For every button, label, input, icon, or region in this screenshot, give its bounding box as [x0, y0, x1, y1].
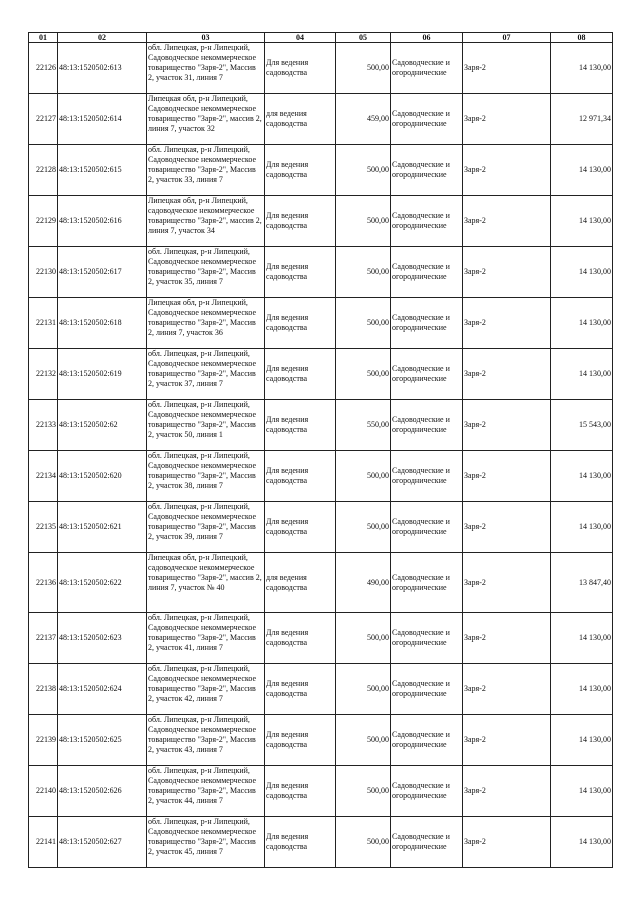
cell-permitted-use-text: Для ведения садоводства: [266, 160, 309, 179]
cell-area-text: 459,00: [367, 114, 389, 123]
cell-use-category: [391, 196, 463, 247]
cell-permitted-use: [265, 502, 336, 553]
header-col-03: 03: [147, 33, 265, 43]
cell-row-number-text: 22130: [36, 267, 56, 276]
cell-cadastral-number: [58, 298, 147, 349]
cell-permitted-use-text: Для ведения садоводства: [266, 364, 309, 383]
cell-zone-text: Заря-2: [464, 786, 486, 795]
cell-zone-text: Заря-2: [464, 633, 486, 642]
cell-zone-text: Заря-2: [464, 522, 486, 531]
cell-cadastral-number-text: 48:13:1520502:624: [59, 684, 122, 693]
cell-row-number: [29, 43, 58, 94]
cell-row-number-text: 22135: [36, 522, 56, 531]
cell-address-text: Липецкая обл, р-н Липецкий, Садоводческое некоммерческое товарищество "Заря-2", Массив 2, линия 7, участок 36: [148, 298, 257, 337]
cell-address-text: обл. Липецкая, р-н Липецкий, Садоводческое некоммерческое товарищество "Заря-2", Массив 2, участок 50, линия 1: [148, 400, 257, 439]
cell-use-category-text: Садоводческие и огороднические: [392, 466, 450, 485]
cell-cadastral-number: [58, 817, 147, 868]
cell-use-category-text: Садоводческие и огороднические: [392, 572, 450, 592]
cell-area: [336, 94, 391, 145]
cell-permitted-use-text: Для ведения садоводства: [266, 679, 309, 698]
cell-area-text: 500,00: [367, 369, 389, 378]
cell-permitted-use-text: Для ведения садоводства: [266, 313, 309, 332]
cell-cadastral-number: [58, 94, 147, 145]
cell-permitted-use-text: Для ведения садоводства: [266, 517, 309, 536]
cell-cadastral-value: [551, 43, 613, 94]
table-row: [29, 451, 613, 502]
cell-zone-text: Заря-2: [464, 735, 486, 744]
cell-permitted-use: [265, 145, 336, 196]
cell-use-category-text: Садоводческие и огороднические: [392, 211, 450, 230]
cell-address-text: обл. Липецкая, р-н Липецкий, Садоводческое некоммерческое товарищество "Заря-2", Массив 2, участок 31, линия 7: [148, 43, 257, 82]
cell-area: [336, 400, 391, 451]
cell-row-number: [29, 247, 58, 298]
cell-row-number-text: 22138: [36, 684, 56, 693]
cell-area-text: 500,00: [367, 522, 389, 531]
cell-permitted-use-text: Для ведения садоводства: [266, 415, 309, 434]
cell-cadastral-value-text: 14 130,00: [579, 318, 611, 327]
table-row: [29, 817, 613, 868]
cell-use-category: [391, 553, 463, 613]
header-col-04: 04: [265, 33, 336, 43]
cell-zone: [463, 43, 551, 94]
cell-use-category-text: Садоводческие и огороднические: [392, 313, 450, 332]
cell-area: [336, 502, 391, 553]
cell-cadastral-number: [58, 613, 147, 664]
cell-area: [336, 613, 391, 664]
cell-address: [147, 502, 265, 553]
cell-cadastral-value: [551, 613, 613, 664]
cell-use-category-text: Садоводческие и огороднические: [392, 109, 450, 128]
cell-cadastral-value-text: 13 847,40: [579, 577, 611, 587]
cell-address-text: Липецкая обл, р-н Липецкий, Садоводческое некоммерческое товарищество "Заря-2", массив 2, линия 7, участок 32: [148, 94, 262, 133]
cell-area-text: 500,00: [367, 786, 389, 795]
cell-zone-text: Заря-2: [464, 63, 486, 72]
cell-cadastral-value: [551, 145, 613, 196]
cell-address-text: обл. Липецкая, р-н Липецкий, Садоводческое некоммерческое товарищество "Заря-2", Массив 2, участок 45, линия 7: [148, 817, 257, 856]
cell-cadastral-value: [551, 553, 613, 613]
cell-cadastral-number-text: 48:13:1520502:617: [59, 267, 122, 276]
cell-use-category: [391, 451, 463, 502]
table-row: [29, 298, 613, 349]
cell-permitted-use-text: Для ведения садоводства: [266, 211, 309, 230]
cell-address: [147, 451, 265, 502]
cell-cadastral-number-text: 48:13:1520502:622: [59, 577, 122, 587]
cell-zone-text: Заря-2: [464, 684, 486, 693]
cell-row-number: [29, 766, 58, 817]
cell-area-text: 500,00: [367, 63, 389, 72]
cell-zone: [463, 349, 551, 400]
cell-address-text: обл. Липецкая, р-н Липецкий, Садоводческое некоммерческое товарищество "Заря-2", Массив 2, участок 38, линия 7: [148, 451, 257, 490]
table-row: [29, 613, 613, 664]
cell-use-category-text: Садоводческие и огороднические: [392, 781, 450, 800]
table-row: [29, 766, 613, 817]
cell-address: [147, 766, 265, 817]
cell-cadastral-value-text: 14 130,00: [579, 786, 611, 795]
cell-permitted-use-text: для ведения садоводства: [266, 572, 308, 592]
cell-address: [147, 613, 265, 664]
table-body: [29, 43, 613, 868]
cell-use-category-text: Садоводческие и огороднические: [392, 415, 450, 434]
table-row: [29, 196, 613, 247]
cell-use-category: [391, 298, 463, 349]
table-row: [29, 247, 613, 298]
cell-permitted-use: [265, 94, 336, 145]
cell-cadastral-number: [58, 502, 147, 553]
header-col-06: 06: [391, 33, 463, 43]
cell-row-number-text: 22131: [36, 318, 56, 327]
cell-cadastral-number-text: 48:13:1520502:621: [59, 522, 122, 531]
cell-use-category-text: Садоводческие и огороднические: [392, 628, 450, 647]
cell-cadastral-value: [551, 715, 613, 766]
cell-row-number-text: 22126: [36, 63, 56, 72]
cell-zone: [463, 502, 551, 553]
cell-row-number: [29, 553, 58, 613]
cell-area-text: 550,00: [367, 420, 389, 429]
header-col-01: 01: [29, 33, 58, 43]
table-row: [29, 664, 613, 715]
cell-cadastral-number: [58, 553, 147, 613]
cell-cadastral-number: [58, 664, 147, 715]
cell-zone: [463, 664, 551, 715]
cell-zone: [463, 817, 551, 868]
cell-cadastral-value: [551, 817, 613, 868]
cell-area: [336, 451, 391, 502]
cell-permitted-use: [265, 613, 336, 664]
cell-address: [147, 349, 265, 400]
cell-area: [336, 298, 391, 349]
cell-cadastral-value-text: 14 130,00: [579, 522, 611, 531]
table-row: [29, 715, 613, 766]
cell-permitted-use-text: для ведения садоводства: [266, 109, 308, 128]
cell-area: [336, 817, 391, 868]
cell-zone-text: Заря-2: [464, 837, 486, 846]
header-col-05: 05: [336, 33, 391, 43]
cell-address: [147, 400, 265, 451]
cell-use-category: [391, 400, 463, 451]
cell-zone-text: Заря-2: [464, 165, 486, 174]
cell-cadastral-number-text: 48:13:1520502:619: [59, 369, 122, 378]
cell-zone: [463, 400, 551, 451]
cell-area: [336, 766, 391, 817]
table-row: [29, 145, 613, 196]
cell-use-category-text: Садоводческие и огороднические: [392, 679, 450, 698]
cell-area-text: 500,00: [367, 837, 389, 846]
cell-row-number-text: 22139: [36, 735, 56, 744]
cell-address-text: Липецкая обл, р-н Липецкий, садоводческое некоммерческое товарищество "Заря-2", массив 2, линия 7, участок 34: [148, 196, 262, 235]
cell-permitted-use: [265, 715, 336, 766]
cell-use-category: [391, 43, 463, 94]
cell-cadastral-number-text: 48:13:1520502:626: [59, 786, 122, 795]
cell-cadastral-number-text: 48:13:1520502:618: [59, 318, 122, 327]
cell-use-category: [391, 817, 463, 868]
table-row: [29, 553, 613, 613]
cell-cadastral-value-text: 14 130,00: [579, 837, 611, 846]
cell-area-text: 500,00: [367, 684, 389, 693]
cell-row-number-text: 22141: [36, 837, 56, 846]
cell-zone: [463, 766, 551, 817]
cell-zone-text: Заря-2: [464, 577, 486, 587]
cell-use-category-text: Садоводческие и огороднические: [392, 262, 450, 281]
cell-permitted-use: [265, 400, 336, 451]
cell-cadastral-value-text: 14 130,00: [579, 267, 611, 276]
cell-permitted-use-text: Для ведения садоводства: [266, 730, 309, 749]
cell-area: [336, 664, 391, 715]
cell-use-category-text: Садоводческие и огороднические: [392, 517, 450, 536]
cell-address-text: Липецкая обл, р-н Липецкий, садоводческое некоммерческое товарищество "Заря-2", массив 2, линия 7, участок № 40: [148, 553, 262, 592]
cell-permitted-use: [265, 196, 336, 247]
cell-zone: [463, 613, 551, 664]
cell-cadastral-value: [551, 400, 613, 451]
cell-zone: [463, 94, 551, 145]
cell-permitted-use: [265, 349, 336, 400]
cell-use-category: [391, 715, 463, 766]
cell-cadastral-number-text: 48:13:1520502:625: [59, 735, 122, 744]
cell-cadastral-number: [58, 451, 147, 502]
cell-cadastral-number-text: 48:13:1520502:62: [59, 420, 118, 429]
header-col-07: 07: [463, 33, 551, 43]
table-row: [29, 349, 613, 400]
cell-address-text: обл. Липецкая, р-н Липецкий, Садоводческое некоммерческое товарищество "Заря-2", Массив 2, участок 44, линия 7: [148, 766, 257, 805]
cell-use-category-text: Садоводческие и огороднические: [392, 58, 450, 77]
cell-address: [147, 196, 265, 247]
cell-area: [336, 349, 391, 400]
cell-cadastral-number: [58, 400, 147, 451]
cell-address: [147, 247, 265, 298]
cell-cadastral-value-text: 14 130,00: [579, 684, 611, 693]
cell-cadastral-number: [58, 349, 147, 400]
table-row: [29, 94, 613, 145]
header-row: [29, 33, 613, 43]
cell-row-number-text: 22127: [36, 114, 56, 123]
cell-address-text: обл. Липецкая, р-н Липецкий, Садоводческое некоммерческое товарищество "Заря-2", Массив 2, участок 37, линия 7: [148, 349, 257, 388]
cell-zone-text: Заря-2: [464, 216, 486, 225]
cell-row-number: [29, 145, 58, 196]
cell-cadastral-number: [58, 715, 147, 766]
cell-cadastral-number-text: 48:13:1520502:627: [59, 837, 122, 846]
header-col-08: 08: [551, 33, 613, 43]
cell-row-number-text: 22133: [36, 420, 56, 429]
cell-address-text: обл. Липецкая, р-н Липецкий, Садоводческое некоммерческое товарищество "Заря-2", Массив 2, участок 41, линия 7: [148, 613, 257, 652]
cell-row-number-text: 22136: [36, 577, 56, 587]
cell-cadastral-value: [551, 247, 613, 298]
cell-cadastral-value-text: 15 543,00: [579, 420, 611, 429]
cell-zone-text: Заря-2: [464, 471, 486, 480]
cell-row-number: [29, 400, 58, 451]
cell-area: [336, 196, 391, 247]
table-row: [29, 43, 613, 94]
cell-zone-text: Заря-2: [464, 369, 486, 378]
cell-use-category-text: Садоводческие и огороднические: [392, 730, 450, 749]
cell-zone-text: Заря-2: [464, 114, 486, 123]
cell-cadastral-value-text: 14 130,00: [579, 63, 611, 72]
cell-cadastral-value-text: 12 971,34: [579, 114, 611, 123]
cell-permitted-use: [265, 247, 336, 298]
cell-permitted-use-text: Для ведения садоводства: [266, 466, 309, 485]
cell-use-category-text: Садоводческие и огороднические: [392, 160, 450, 179]
cell-address: [147, 817, 265, 868]
cell-zone-text: Заря-2: [464, 267, 486, 276]
cell-zone-text: Заря-2: [464, 420, 486, 429]
cadastral-table-sheet: [28, 32, 612, 868]
cell-area: [336, 247, 391, 298]
cell-use-category: [391, 502, 463, 553]
cell-address: [147, 43, 265, 94]
cell-cadastral-value: [551, 664, 613, 715]
cell-area-text: 500,00: [367, 735, 389, 744]
cell-row-number-text: 22140: [36, 786, 56, 795]
cell-address: [147, 553, 265, 613]
cell-row-number: [29, 451, 58, 502]
cell-permitted-use: [265, 766, 336, 817]
cell-area: [336, 553, 391, 613]
cell-cadastral-value-text: 14 130,00: [579, 633, 611, 642]
cell-cadastral-value-text: 14 130,00: [579, 735, 611, 744]
cell-address: [147, 94, 265, 145]
cell-address-text: обл. Липецкая, р-н Липецкий, Садоводческое некоммерческое товарищество "Заря-2", Массив 2, участок 42, линия 7: [148, 664, 257, 703]
table-row: [29, 502, 613, 553]
cell-area: [336, 145, 391, 196]
cell-address-text: обл. Липецкая, р-н Липецкий, Садоводческое некоммерческое товарищество "Заря-2", Массив 2, участок 35, линия 7: [148, 247, 257, 286]
cell-row-number-text: 22129: [36, 216, 56, 225]
cell-permitted-use-text: Для ведения садоводства: [266, 628, 309, 647]
cell-permitted-use: [265, 43, 336, 94]
cell-row-number: [29, 94, 58, 145]
cell-zone: [463, 196, 551, 247]
cell-permitted-use-text: Для ведения садоводства: [266, 832, 309, 851]
cell-cadastral-number: [58, 145, 147, 196]
cell-cadastral-value: [551, 451, 613, 502]
cell-row-number-text: 22134: [36, 471, 56, 480]
cell-cadastral-value: [551, 766, 613, 817]
cell-area-text: 500,00: [367, 216, 389, 225]
cell-zone: [463, 145, 551, 196]
cell-cadastral-number-text: 48:13:1520502:613: [59, 63, 122, 72]
cell-address: [147, 664, 265, 715]
cell-permitted-use-text: Для ведения садоводства: [266, 58, 309, 77]
cell-area-text: 500,00: [367, 471, 389, 480]
cell-row-number: [29, 349, 58, 400]
cell-cadastral-number: [58, 196, 147, 247]
cell-area: [336, 715, 391, 766]
cell-use-category: [391, 613, 463, 664]
cell-permitted-use: [265, 451, 336, 502]
cell-row-number: [29, 664, 58, 715]
cell-address: [147, 298, 265, 349]
cell-row-number: [29, 196, 58, 247]
cell-cadastral-value-text: 14 130,00: [579, 216, 611, 225]
cell-cadastral-value-text: 14 130,00: [579, 165, 611, 174]
cell-permitted-use: [265, 817, 336, 868]
cell-area-text: 500,00: [367, 165, 389, 174]
cell-cadastral-number-text: 48:13:1520502:620: [59, 471, 122, 480]
cell-row-number-text: 22132: [36, 369, 56, 378]
cell-row-number: [29, 817, 58, 868]
cell-cadastral-number: [58, 247, 147, 298]
cell-zone: [463, 715, 551, 766]
cell-use-category: [391, 247, 463, 298]
cell-zone: [463, 247, 551, 298]
cell-cadastral-number-text: 48:13:1520502:614: [59, 114, 122, 123]
cell-permitted-use-text: Для ведения садоводства: [266, 781, 309, 800]
cell-row-number: [29, 298, 58, 349]
cadastral-table: [28, 32, 613, 868]
cell-address: [147, 715, 265, 766]
cell-cadastral-number-text: 48:13:1520502:615: [59, 165, 122, 174]
cell-row-number: [29, 502, 58, 553]
cell-permitted-use: [265, 553, 336, 613]
cell-permitted-use: [265, 664, 336, 715]
cell-cadastral-value: [551, 196, 613, 247]
cell-cadastral-number-text: 48:13:1520502:623: [59, 633, 122, 642]
cell-row-number: [29, 613, 58, 664]
cell-cadastral-number: [58, 43, 147, 94]
cell-cadastral-number: [58, 766, 147, 817]
cell-use-category: [391, 94, 463, 145]
cell-permitted-use-text: Для ведения садоводства: [266, 262, 309, 281]
cell-use-category: [391, 145, 463, 196]
cell-cadastral-number-text: 48:13:1520502:616: [59, 216, 122, 225]
cell-area: [336, 43, 391, 94]
header-col-02: 02: [58, 33, 147, 43]
cell-area-text: 500,00: [367, 267, 389, 276]
cell-cadastral-value: [551, 502, 613, 553]
cell-area-text: 500,00: [367, 318, 389, 327]
cell-cadastral-value: [551, 94, 613, 145]
cell-use-category: [391, 766, 463, 817]
cell-address-text: обл. Липецкая, р-н Липецкий, Садоводческое некоммерческое товарищество "Заря-2", Массив 2, участок 39, линия 7: [148, 502, 257, 541]
cell-zone-text: Заря-2: [464, 318, 486, 327]
cell-row-number: [29, 715, 58, 766]
cell-row-number-text: 22128: [36, 165, 56, 174]
cell-area-text: 490,00: [367, 577, 389, 587]
cell-row-number-text: 22137: [36, 633, 56, 642]
cell-use-category: [391, 664, 463, 715]
table-row: [29, 400, 613, 451]
cell-address-text: обл. Липецкая, р-н Липецкий, Садоводческое некоммерческое товарищество "Заря-2", Массив 2, участок 33, линия 7: [148, 145, 257, 184]
cell-use-category-text: Садоводческие и огороднические: [392, 364, 450, 383]
cell-use-category-text: Садоводческие и огороднические: [392, 832, 450, 851]
cell-area-text: 500,00: [367, 633, 389, 642]
cell-cadastral-value: [551, 298, 613, 349]
cell-address: [147, 145, 265, 196]
cell-cadastral-value: [551, 349, 613, 400]
cell-permitted-use: [265, 298, 336, 349]
cell-cadastral-value-text: 14 130,00: [579, 369, 611, 378]
cell-address-text: обл. Липецкая, р-н Липецкий, Садоводческое некоммерческое товарищество "Заря-2", Массив 2, участок 43, линия 7: [148, 715, 257, 754]
cell-use-category: [391, 349, 463, 400]
cell-zone: [463, 298, 551, 349]
cell-zone: [463, 451, 551, 502]
cell-cadastral-value-text: 14 130,00: [579, 471, 611, 480]
cell-zone: [463, 553, 551, 613]
